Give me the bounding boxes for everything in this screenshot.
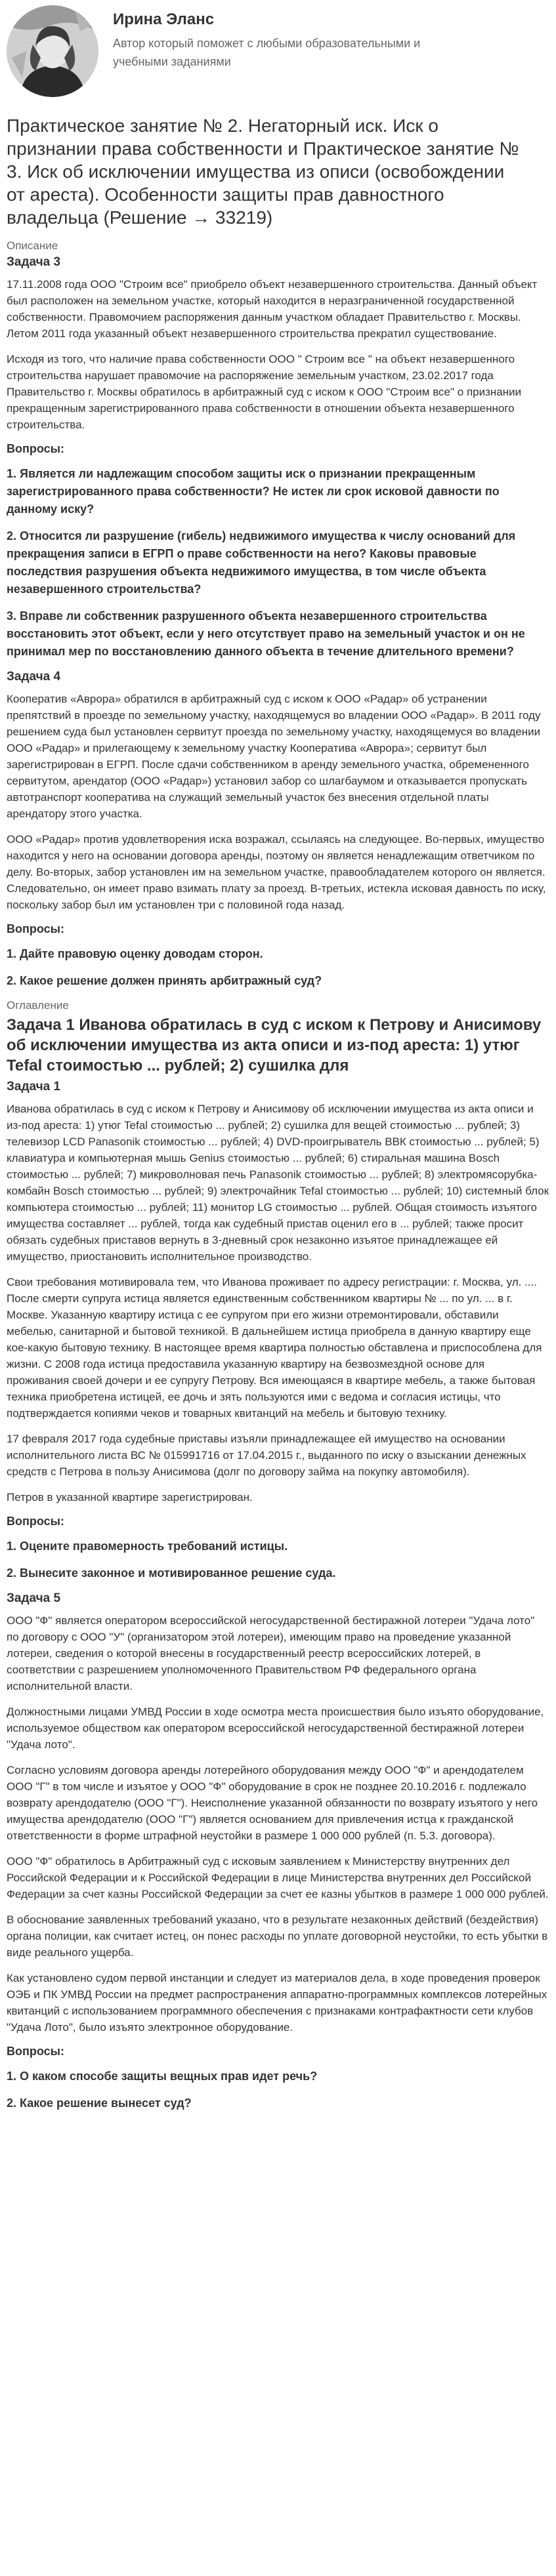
task3-question: 3. Вправе ли собственник разрушенного объекта незавершенного строительства восстановить этот объект, если у него отсутствует право на земельный участок и он не принимал мер по восстановлению данного объекта в течение длительного времени? bbox=[7, 609, 525, 658]
task5-paragraph: Должностными лицами УМВД России в ходе осмотра места происшествия было изъято оборудование, используемое обществом как оператором всероссийской негосударственной бестиражной лотереи "Удача лото". bbox=[7, 1706, 544, 1751]
task1-paragraph: Свои требования мотивировала тем, что Иванова проживает по адресу регистрации: г. Москва, ул. .... После смерти супруга истица является единственным собственником квартиры № ... по ул. ... в г. Москве. Указанную квартиру истица с ее супругом при его жизни отремонтировали, обставили мебелью, санитарной и бытовой техникой. В дальнейшем истица приобрела в данную квартиру еще кое-какую бытовую технику. В настоящее время квартира полностью обставлена и приспособлена для жизни. С 2008 года истица предоставила указанную квартиру на безвозмездной основе для проживания своей дочери и ее супругу Петрову. Вся имеющаяся в квартире мебель, а также бытовая техника приобретена истицей, ее дочь и зять пользуются ими с ведома и согласия истицы, что подтверждается копиями чеков и товарных квитанций на мебель и бытовую технику. bbox=[7, 1276, 542, 1420]
task1-heading: Задача 1 bbox=[7, 1080, 61, 1094]
task4-question: 2. Какое решение должен принять арбитражный суд? bbox=[7, 974, 322, 987]
task3-questions-label: Вопросы: bbox=[7, 442, 64, 455]
task3-section bbox=[7, 255, 549, 661]
task1-paragraph: 17 февраля 2017 года судебные приставы изъяли принадлежащее ей имущество на основании исполнительного листа ВС № 015991716 от 17.04.2015 г., выданного по иску о взыскании денежных средств с Петрова в пользу Анисимова (долг по договору займа на покупку автомобиля). bbox=[7, 1433, 526, 1478]
task1-questions-label: Вопросы: bbox=[7, 1515, 64, 1528]
toc-heading[interactable]: Задача 1 Иванова обратилась в суд с иском к Петрову и Анисимову об исключении имущества из акта описи и из-под ареста: 1) утюг Tefal стоимостью ... рублей; 2) сушилка для bbox=[7, 1016, 542, 1074]
task5-paragraph: Согласно условиям договора аренды лотерейного оборудования между ООО "Ф" и арендодателем ООО "Г" в том числе и изъятое у ООО "Ф" оборудование в срок не позднее 20.10.2016 г. подлежало возврату арендодателю (ООО "Г"). Неисполнение указанной обязанности по возврату изъятого у него имущества арендодателю (ООО "Г") является основанием для привлечения истца к гражданской ответственности в форме штрафной неустойки в размере 1 000 000 рублей (п. 5.3. договора). bbox=[7, 1764, 538, 1842]
task5-paragraph: ООО "Ф" обратилось в Арбитражный суд с исковым заявлением к Министерству внутренних дел Российской Федерации и к Российской Федерации в лице Министерства внутренних дел Российской Федерации за счет казны Российской Федерации за счет ее казны убытков в размере 1 000 000 рублей. bbox=[7, 1855, 549, 1900]
task3-question: 1. Является ли надлежащим способом защиты иск о признании прекращенным зарегистрированного права собственности? Не истек ли срок исковой давности по данному иску? bbox=[7, 467, 500, 516]
author-portrait-icon bbox=[7, 5, 98, 97]
task4-questions-label: Вопросы: bbox=[7, 922, 64, 935]
task3-paragraph: 17.11.2008 года ООО "Строим все" приобрело объект незавершенного строительства. Данный объект был расположен на земельном участке, который находится в неразграниченной государственной собственности. Правомочием распоряжения данным участком обладает Правительство г. Москвы. Летом 2011 года указанный объект незавершенного строительства прекратил существование. bbox=[7, 278, 538, 340]
task5-questions-label: Вопросы: bbox=[7, 2045, 64, 2058]
task3-heading: Задача 3 bbox=[7, 255, 61, 269]
task5-paragraph: ООО "Ф" является оператором всероссийской негосударственной бестиражной лотереи "Удача лото" по договору с ООО "У" (организатором этой лотереи), имеющим право на проведение указанной лотереи, сведения о которой внесены в государственный реестр всероссийских лотерей, в соответствии с разрешением уполномоченного Правительством РФ федерального органа исполнительной власти. bbox=[7, 1614, 535, 1692]
description-label: Описание bbox=[7, 239, 58, 252]
task4-paragraph: Кооператив «Аврора» обратился в арбитражный суд с иском к ООО «Радар» об устранении препятствий в проезде по земельному участку, находящемуся во владении ООО «Радар». В 2011 году решением суда был установлен сервитут проезда по земельному участку, находящемуся во владении ООО «Радар» и прилегающему к земельному участку Кооператива «Аврора»; сервитут был зарегистрирован в ЕГРП. После сдачи собственником в аренду земельного участка, обремененного сервитутом, арендатор (ООО «Радар») установил забор со шлагбаумом и отказывается пропускать автотранспорт кооператива на служащий земельный участок без внесения отдельной платы арендатору этого участка. bbox=[7, 693, 541, 820]
author-card bbox=[7, 0, 549, 104]
task4-question: 1. Дайте правовую оценку доводам сторон. bbox=[7, 947, 263, 960]
author-info bbox=[113, 5, 454, 71]
task4-section bbox=[7, 670, 549, 990]
task1-question: 2. Вынесите законное и мотивированное решение суда. bbox=[7, 1566, 336, 1580]
task5-section bbox=[7, 1591, 549, 2112]
task5-paragraph: В обоснование заявленных требований указано, что в результате незаконных действий (бездействия) органа полиции, как считает истец, он понес расходы по уплате договорной неустойки, то есть убытки в виде реального ущерба. bbox=[7, 1913, 548, 1959]
page-title: Практическое занятие № 2. Негаторный иск. Иск о признании права собственности и Практическое занятие № 3. Иск об исключении имущества из описи (освобождении от ареста). Особенности защиты прав давностного владельца (Решение → 33219) bbox=[7, 115, 519, 228]
task1-section bbox=[7, 1080, 549, 1582]
task5-heading: Задача 5 bbox=[7, 1591, 61, 1605]
author-description: Автор который поможет с любыми образовательными и учебными заданиями bbox=[113, 37, 421, 68]
author-name[interactable]: Ирина Эланс bbox=[113, 10, 215, 28]
task5-paragraph: Как установлено судом первой инстанции и следует из материалов дела, в ходе проведения проверок ОЭБ и ПК УМВД России на предмет распространения аппаратно-программных комплексов лотерейных квитанций с использованием программного обеспечения с признаками контрафактности сети клубов "Удача Лото", было изъято электронное оборудование. bbox=[7, 1972, 547, 2034]
author-avatar[interactable] bbox=[7, 5, 98, 97]
task1-question: 1. Оцените правомерность требований истицы. bbox=[7, 1540, 288, 1553]
task1-paragraph: Петров в указанной квартире зарегистрирован. bbox=[7, 1491, 253, 1503]
task4-heading: Задача 4 bbox=[7, 670, 61, 684]
task3-paragraph: Исходя из того, что наличие права собственности ООО " Строим все " на объект незавершенного строительства нарушает правомочие на распоряжение земельным участком, 23.02.2017 года Правительство г. Москвы обратилось в арбитражный суд с иском к ООО "Строим все" о признании прекращенным зарегистрированного права собственности в отношении объекта незавершенного строительства. bbox=[7, 353, 522, 431]
toc-label: Оглавление bbox=[7, 999, 69, 1012]
task1-paragraph: Иванова обратилась в суд с иском к Петрову и Анисимову об исключении имущества из акта описи и из-под ареста: 1) утюг Tefal стоимостью ... рублей; 2) сушилка для вещей стоимостью ... рублей; 3) телевизор LCD Panasonik стоимостью ... рублей; 4) DVD-проигрыватель ВВК стоимостью ... рублей; 5) клавиатура и компьютерная мышь Genius стоимостью ... рублей; 6) стиральная машина Bosch стоимостью ... рублей; 7) микроволновая печь Panasonik стоимостью ... рублей; 8) электромясорубка-комбайн Bosch стоимостью ... рублей; 9) электрочайник Tefal стоимостью ... рублей; 10) системный блок компьютера стоимостью ... рублей; 11) монитор LG стоимостью ... рублей. Общая стоимость изъятого имущества составляет ... рублей, тогда как судебный пристав оценил его в ... рублей; также просит обязать судебных приставов вернуть в 3-дневный срок незаконно изъятое принадлежащее ей имущество, приостановить исполнительное производство. bbox=[7, 1103, 549, 1263]
task5-question: 2. Какое решение вынесет суд? bbox=[7, 2096, 192, 2110]
task3-question: 2. Относится ли разрушение (гибель) недвижимого имущества к числу оснований для прекращения записи в ЕГРП о праве собственности на него? Каковы правовые последствия разрушения объекта недвижимого имущества, в том числе объекта незавершенного строительства? bbox=[7, 529, 516, 596]
task5-question: 1. О каком способе защиты вещных прав идет речь? bbox=[7, 2070, 318, 2083]
task4-paragraph: ООО «Радар» против удовлетворения иска возражал, ссылаясь на следующее. Во-первых, имущество находится у него на основании договора аренды, поэтому он является ненадлежащим ответчиком по делу. Во-вторых, забор установлен им на земельном участке, правообладателем которого он является. Следовательно, он имеет право взимать плату за проезд. В-третьих, истекла исковая давность по иску, поскольку забор был им установлен три с половиной года назад. bbox=[7, 833, 546, 911]
